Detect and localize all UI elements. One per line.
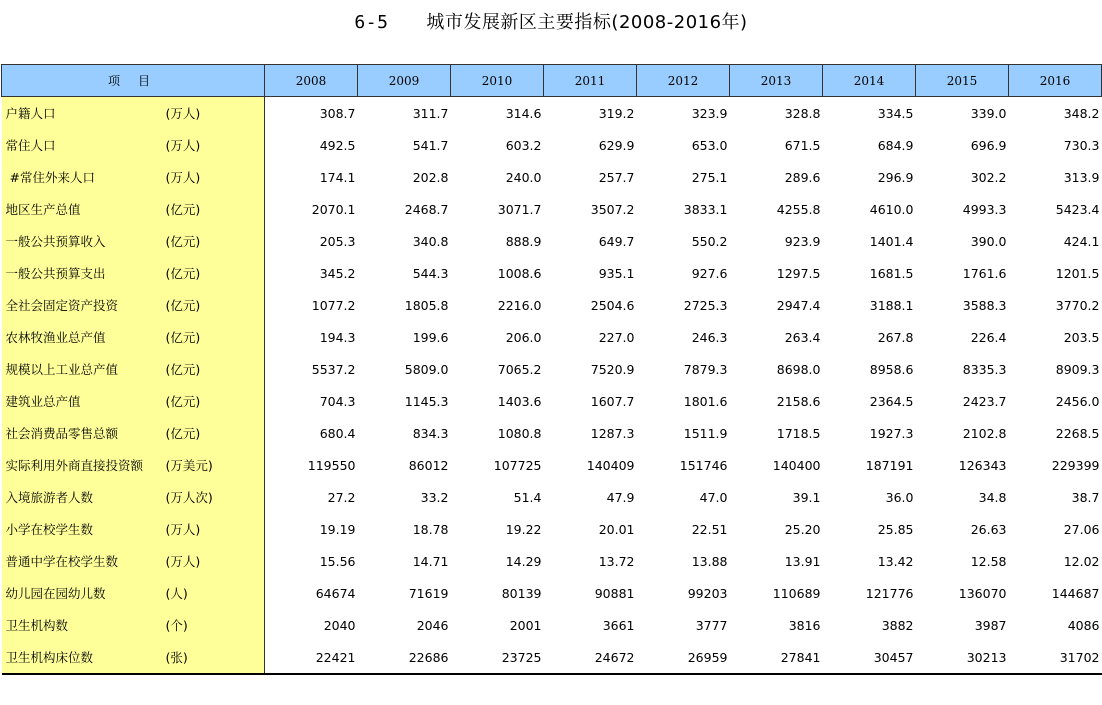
value-cell: 263.4 bbox=[784, 329, 821, 345]
value-cell: 296.9 bbox=[877, 169, 914, 185]
value-cell: 345.2 bbox=[319, 265, 356, 281]
indicator-name: #常住外来人口 bbox=[5, 170, 95, 185]
value-cell: 22.51 bbox=[691, 521, 728, 537]
value-cell: 47.0 bbox=[699, 489, 728, 505]
value-cell: 302.2 bbox=[970, 169, 1007, 185]
value-cell: 31702 bbox=[1009, 641, 1102, 674]
value-cell: 541.7 bbox=[412, 137, 449, 153]
value-cell: 126343 bbox=[958, 457, 1007, 473]
value-cell: 2158.6 bbox=[776, 393, 821, 409]
value-cell: 90881 bbox=[594, 585, 635, 601]
table-row bbox=[2, 449, 1102, 481]
indicator-unit: (万美元) bbox=[165, 458, 213, 473]
value-cell: 8909.3 bbox=[1055, 361, 1100, 377]
indicator-name: 社会消费品零售总额 bbox=[5, 426, 119, 441]
value-cell: 888.9 bbox=[505, 233, 542, 249]
year-column-header: 2014 bbox=[823, 65, 916, 97]
indicator-name: 小学在校学生数 bbox=[5, 522, 94, 537]
year-column-header: 2011 bbox=[544, 65, 637, 97]
table-row bbox=[2, 385, 1102, 417]
value-cell: 544.3 bbox=[412, 265, 449, 281]
value-cell: 187191 bbox=[865, 457, 914, 473]
value-cell: 4086 bbox=[1067, 617, 1100, 633]
value-cell: 308.7 bbox=[319, 105, 356, 121]
table-row bbox=[2, 577, 1102, 609]
indicator-name: 一般公共预算收入 bbox=[5, 234, 106, 249]
value-cell: 2070.1 bbox=[311, 201, 356, 217]
value-cell: 2725.3 bbox=[683, 297, 728, 313]
table-row bbox=[2, 545, 1102, 577]
value-cell: 47.9 bbox=[606, 489, 635, 505]
value-cell: 140400 bbox=[772, 457, 821, 473]
value-cell: 13.91 bbox=[784, 553, 821, 569]
value-cell: 319.2 bbox=[598, 105, 635, 121]
table-row bbox=[2, 161, 1102, 193]
table-row bbox=[2, 193, 1102, 225]
value-cell: 550.2 bbox=[691, 233, 728, 249]
value-cell: 13.42 bbox=[877, 553, 914, 569]
value-cell: 3588.3 bbox=[962, 297, 1007, 313]
value-cell: 26.63 bbox=[970, 521, 1007, 537]
indicator-unit: (万人) bbox=[165, 106, 201, 121]
item-column-header: 项目 bbox=[2, 65, 265, 97]
year-column-header: 2009 bbox=[358, 65, 451, 97]
indicator-unit: (人) bbox=[165, 586, 188, 601]
table-row bbox=[2, 321, 1102, 353]
value-cell: 1927.3 bbox=[869, 425, 914, 441]
value-cell: 4255.8 bbox=[776, 201, 821, 217]
value-cell: 1145.3 bbox=[404, 393, 449, 409]
value-cell: 2216.0 bbox=[497, 297, 542, 313]
row-label-cell bbox=[2, 353, 265, 385]
table-row bbox=[2, 641, 1102, 674]
indicator-unit: (亿元) bbox=[165, 426, 201, 441]
header-row bbox=[2, 65, 1102, 97]
indicator-name: 建筑业总产值 bbox=[5, 394, 81, 409]
value-cell: 34.8 bbox=[978, 489, 1007, 505]
indicator-name: 幼儿园在园幼儿数 bbox=[5, 586, 106, 601]
value-cell: 3987 bbox=[974, 617, 1007, 633]
value-cell: 1801.6 bbox=[683, 393, 728, 409]
value-cell: 99203 bbox=[687, 585, 728, 601]
value-cell: 5537.2 bbox=[311, 361, 356, 377]
year-column-header: 2015 bbox=[916, 65, 1009, 97]
value-cell: 15.56 bbox=[319, 553, 356, 569]
value-cell: 144687 bbox=[1051, 585, 1100, 601]
row-label-cell bbox=[2, 129, 265, 161]
value-cell: 334.5 bbox=[877, 105, 914, 121]
row-label-cell bbox=[2, 481, 265, 513]
value-cell: 71619 bbox=[408, 585, 449, 601]
value-cell: 13.88 bbox=[691, 553, 728, 569]
value-cell: 1077.2 bbox=[311, 297, 356, 313]
value-cell: 3770.2 bbox=[1055, 297, 1100, 313]
value-cell: 14.71 bbox=[412, 553, 449, 569]
indicator-unit: (亿元) bbox=[165, 202, 201, 217]
table-row bbox=[2, 289, 1102, 321]
indicator-name: 普通中学在校学生数 bbox=[5, 554, 119, 569]
value-cell: 348.2 bbox=[1063, 105, 1100, 121]
row-label-cell bbox=[2, 225, 265, 257]
value-cell: 653.0 bbox=[691, 137, 728, 153]
value-cell: 704.3 bbox=[319, 393, 356, 409]
value-cell: 51.4 bbox=[513, 489, 542, 505]
value-cell: 20.01 bbox=[598, 521, 635, 537]
value-cell: 2947.4 bbox=[776, 297, 821, 313]
row-label-cell bbox=[2, 97, 265, 130]
value-cell: 86012 bbox=[408, 457, 449, 473]
value-cell: 328.8 bbox=[784, 105, 821, 121]
table-code: 6-5 bbox=[354, 12, 389, 33]
value-cell: 39.1 bbox=[792, 489, 821, 505]
row-label-cell bbox=[2, 417, 265, 449]
value-cell: 80139 bbox=[501, 585, 542, 601]
value-cell: 7065.2 bbox=[497, 361, 542, 377]
value-cell: 684.9 bbox=[877, 137, 914, 153]
value-cell: 2046 bbox=[416, 617, 449, 633]
value-cell: 1511.9 bbox=[683, 425, 728, 441]
value-cell: 27841 bbox=[730, 641, 823, 674]
value-cell: 151746 bbox=[679, 457, 728, 473]
value-cell: 424.1 bbox=[1063, 233, 1100, 249]
value-cell: 2040 bbox=[323, 617, 356, 633]
value-cell: 3816 bbox=[788, 617, 821, 633]
row-label-cell bbox=[2, 577, 265, 609]
row-label-cell bbox=[2, 545, 265, 577]
value-cell: 24672 bbox=[544, 641, 637, 674]
value-cell: 927.6 bbox=[691, 265, 728, 281]
indicator-unit: (万人) bbox=[165, 522, 201, 537]
table-title-text: 城市发展新区主要指标(2008-2016年) bbox=[426, 12, 748, 33]
table-row bbox=[2, 225, 1102, 257]
value-cell: 203.5 bbox=[1063, 329, 1100, 345]
indicator-unit: (亿元) bbox=[165, 266, 201, 281]
value-cell: 19.22 bbox=[505, 521, 542, 537]
indicator-unit: (亿元) bbox=[165, 298, 201, 313]
value-cell: 3833.1 bbox=[683, 201, 728, 217]
value-cell: 3188.1 bbox=[869, 297, 914, 313]
indicator-name: 一般公共预算支出 bbox=[5, 266, 106, 281]
year-column-header: 2008 bbox=[265, 65, 358, 97]
row-label-cell bbox=[2, 321, 265, 353]
indicator-name: 农林牧渔业总产值 bbox=[5, 330, 106, 345]
value-cell: 2001 bbox=[509, 617, 542, 633]
value-cell: 492.5 bbox=[319, 137, 356, 153]
value-cell: 18.78 bbox=[412, 521, 449, 537]
value-cell: 311.7 bbox=[412, 105, 449, 121]
row-label-cell bbox=[2, 609, 265, 641]
indicator-unit: (万人) bbox=[165, 554, 201, 569]
value-cell: 1201.5 bbox=[1055, 265, 1100, 281]
value-cell: 27.06 bbox=[1063, 521, 1100, 537]
indicator-unit: (万人次) bbox=[165, 490, 213, 505]
table-row bbox=[2, 609, 1102, 641]
row-label-cell bbox=[2, 513, 265, 545]
value-cell: 314.6 bbox=[505, 105, 542, 121]
value-cell: 205.3 bbox=[319, 233, 356, 249]
value-cell: 14.29 bbox=[505, 553, 542, 569]
value-cell: 227.0 bbox=[598, 329, 635, 345]
value-cell: 229399 bbox=[1051, 457, 1100, 473]
value-cell: 194.3 bbox=[319, 329, 356, 345]
value-cell: 26959 bbox=[637, 641, 730, 674]
value-cell: 2423.7 bbox=[962, 393, 1007, 409]
indicator-unit: (亿元) bbox=[165, 330, 201, 345]
value-cell: 12.58 bbox=[970, 553, 1007, 569]
indicator-name: 户籍人口 bbox=[5, 106, 56, 121]
indicator-name: 卫生机构床位数 bbox=[5, 650, 94, 665]
value-cell: 3882 bbox=[881, 617, 914, 633]
row-label-cell bbox=[2, 289, 265, 321]
value-cell: 3071.7 bbox=[497, 201, 542, 217]
indicator-unit: (亿元) bbox=[165, 362, 201, 377]
value-cell: 119550 bbox=[307, 457, 356, 473]
year-column-header: 2013 bbox=[730, 65, 823, 97]
year-column-header: 2012 bbox=[637, 65, 730, 97]
value-cell: 603.2 bbox=[505, 137, 542, 153]
row-label-cell bbox=[2, 257, 265, 289]
value-cell: 38.7 bbox=[1071, 489, 1100, 505]
value-cell: 1080.8 bbox=[497, 425, 542, 441]
indicator-name: 全社会固定资产投资 bbox=[5, 298, 119, 313]
indicator-unit: (亿元) bbox=[165, 234, 201, 249]
value-cell: 5423.4 bbox=[1055, 201, 1100, 217]
value-cell: 2364.5 bbox=[869, 393, 914, 409]
value-cell: 110689 bbox=[772, 585, 821, 601]
indicator-unit: (张) bbox=[165, 650, 188, 665]
value-cell: 240.0 bbox=[505, 169, 542, 185]
row-label-cell bbox=[2, 449, 265, 481]
indicator-name: 地区生产总值 bbox=[5, 202, 81, 217]
value-cell: 174.1 bbox=[319, 169, 356, 185]
indicator-name: 入境旅游者人数 bbox=[5, 490, 94, 505]
value-cell: 8958.6 bbox=[869, 361, 914, 377]
row-label-cell bbox=[2, 641, 265, 674]
value-cell: 1008.6 bbox=[497, 265, 542, 281]
value-cell: 7520.9 bbox=[590, 361, 635, 377]
value-cell: 4993.3 bbox=[962, 201, 1007, 217]
value-cell: 257.7 bbox=[598, 169, 635, 185]
value-cell: 1761.6 bbox=[962, 265, 1007, 281]
table-title bbox=[0, 8, 1102, 34]
table-row bbox=[2, 257, 1102, 289]
value-cell: 22686 bbox=[358, 641, 451, 674]
value-cell: 5809.0 bbox=[404, 361, 449, 377]
value-cell: 8698.0 bbox=[776, 361, 821, 377]
value-cell: 246.3 bbox=[691, 329, 728, 345]
value-cell: 202.8 bbox=[412, 169, 449, 185]
value-cell: 1403.6 bbox=[497, 393, 542, 409]
value-cell: 30213 bbox=[916, 641, 1009, 674]
value-cell: 935.1 bbox=[598, 265, 635, 281]
value-cell: 1401.4 bbox=[869, 233, 914, 249]
value-cell: 323.9 bbox=[691, 105, 728, 121]
indicator-unit: (万人) bbox=[165, 138, 201, 153]
table-row bbox=[2, 353, 1102, 385]
value-cell: 136070 bbox=[958, 585, 1007, 601]
value-cell: 339.0 bbox=[970, 105, 1007, 121]
value-cell: 25.20 bbox=[784, 521, 821, 537]
table-row bbox=[2, 513, 1102, 545]
value-cell: 12.02 bbox=[1063, 553, 1100, 569]
value-cell: 4610.0 bbox=[869, 201, 914, 217]
value-cell: 33.2 bbox=[420, 489, 449, 505]
value-cell: 834.3 bbox=[412, 425, 449, 441]
value-cell: 36.0 bbox=[885, 489, 914, 505]
value-cell: 1718.5 bbox=[776, 425, 821, 441]
value-cell: 30457 bbox=[823, 641, 916, 674]
value-cell: 730.3 bbox=[1063, 137, 1100, 153]
row-label-cell bbox=[2, 161, 265, 193]
value-cell: 1607.7 bbox=[590, 393, 635, 409]
value-cell: 289.6 bbox=[784, 169, 821, 185]
value-cell: 206.0 bbox=[505, 329, 542, 345]
indicator-name: 实际利用外商直接投资额 bbox=[5, 458, 144, 473]
indicator-unit: (万人) bbox=[165, 170, 201, 185]
value-cell: 671.5 bbox=[784, 137, 821, 153]
indicator-name: 卫生机构数 bbox=[5, 618, 69, 633]
indicator-name: 规模以上工业总产值 bbox=[5, 362, 119, 377]
table-row bbox=[2, 129, 1102, 161]
value-cell: 27.2 bbox=[327, 489, 356, 505]
value-cell: 1287.3 bbox=[590, 425, 635, 441]
indicator-name: 常住人口 bbox=[5, 138, 56, 153]
value-cell: 7879.3 bbox=[683, 361, 728, 377]
value-cell: 313.9 bbox=[1063, 169, 1100, 185]
indicator-unit: (个) bbox=[165, 618, 188, 633]
value-cell: 121776 bbox=[865, 585, 914, 601]
value-cell: 8335.3 bbox=[962, 361, 1007, 377]
value-cell: 267.8 bbox=[877, 329, 914, 345]
value-cell: 1805.8 bbox=[404, 297, 449, 313]
value-cell: 629.9 bbox=[598, 137, 635, 153]
value-cell: 2456.0 bbox=[1055, 393, 1100, 409]
indicator-unit: (亿元) bbox=[165, 394, 201, 409]
value-cell: 923.9 bbox=[784, 233, 821, 249]
value-cell: 3507.2 bbox=[590, 201, 635, 217]
value-cell: 2504.6 bbox=[590, 297, 635, 313]
value-cell: 696.9 bbox=[970, 137, 1007, 153]
table-row bbox=[2, 417, 1102, 449]
value-cell: 680.4 bbox=[319, 425, 356, 441]
value-cell: 140409 bbox=[586, 457, 635, 473]
value-cell: 1681.5 bbox=[869, 265, 914, 281]
value-cell: 199.6 bbox=[412, 329, 449, 345]
value-cell: 19.19 bbox=[319, 521, 356, 537]
value-cell: 3661 bbox=[602, 617, 635, 633]
indicator-table bbox=[1, 64, 1102, 675]
value-cell: 22421 bbox=[265, 641, 358, 674]
row-label-cell bbox=[2, 193, 265, 225]
value-cell: 64674 bbox=[315, 585, 356, 601]
table-row bbox=[2, 481, 1102, 513]
value-cell: 3777 bbox=[695, 617, 728, 633]
value-cell: 2102.8 bbox=[962, 425, 1007, 441]
table-row bbox=[2, 97, 1102, 130]
value-cell: 275.1 bbox=[691, 169, 728, 185]
row-label-cell bbox=[2, 385, 265, 417]
value-cell: 1297.5 bbox=[776, 265, 821, 281]
year-column-header: 2016 bbox=[1009, 65, 1102, 97]
year-column-header: 2010 bbox=[451, 65, 544, 97]
value-cell: 13.72 bbox=[598, 553, 635, 569]
value-cell: 25.85 bbox=[877, 521, 914, 537]
value-cell: 340.8 bbox=[412, 233, 449, 249]
value-cell: 2468.7 bbox=[404, 201, 449, 217]
value-cell: 2268.5 bbox=[1055, 425, 1100, 441]
table-body bbox=[2, 97, 1102, 675]
value-cell: 107725 bbox=[493, 457, 542, 473]
value-cell: 23725 bbox=[451, 641, 544, 674]
value-cell: 390.0 bbox=[970, 233, 1007, 249]
value-cell: 226.4 bbox=[970, 329, 1007, 345]
value-cell: 649.7 bbox=[598, 233, 635, 249]
